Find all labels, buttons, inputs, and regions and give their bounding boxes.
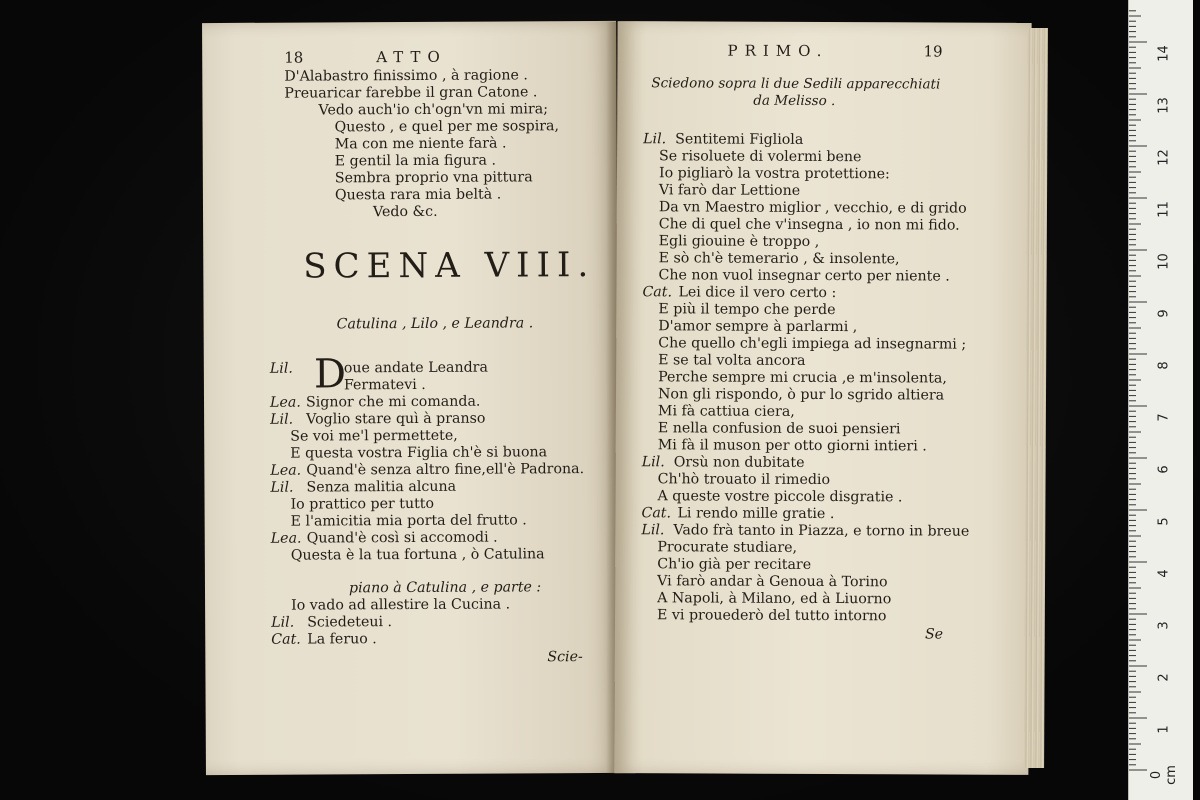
- verse-line: Questo , e quel per me sospira,: [334, 118, 560, 136]
- verse-line: Preuaricar farebbe il gran Catone .: [284, 84, 538, 102]
- dialogue-line: Vi farò andar à Genoua à Torino: [657, 573, 888, 591]
- drop-cap: D: [313, 351, 347, 398]
- ruler-label: 2: [1156, 673, 1172, 682]
- dialogue-line: Non gli rispondo, ò pur lo sgrido altiera: [657, 386, 945, 404]
- ruler-label: 9: [1156, 309, 1172, 318]
- dialogue-line: E più il tempo che perde: [658, 301, 836, 319]
- speaker: Lea.: [269, 394, 301, 411]
- dialogue-line: E questa vostra Figlia ch'è si buona: [290, 444, 548, 462]
- dialogue-line: Da vn Maestro miglior , vecchio, e di grido: [658, 199, 967, 217]
- right-page-number: 19: [923, 42, 943, 61]
- verse-line: Vedo &c.: [372, 203, 438, 221]
- dialogue-line: Sentitemi Figliola: [675, 131, 804, 148]
- left-running-head: ATTO: [376, 47, 447, 67]
- ruler-label: 6: [1156, 465, 1172, 474]
- dialogue-line: D'amor sempre à parlarmi ,: [658, 318, 858, 336]
- dialogue-line: E vi prouederò del tutto intorno: [657, 607, 887, 625]
- dialogue-line: Mi fà cattiua ciera,: [657, 403, 795, 420]
- dialogue-line: Questa è la tua fortuna , ò Catulina: [290, 546, 545, 564]
- ruler-label: 14: [1156, 45, 1172, 62]
- dialogue-line: Quand'è così si accomodi .: [306, 529, 498, 547]
- dialogue-line: Sciedeteui .: [307, 614, 393, 631]
- speaker: Cat.: [642, 284, 673, 301]
- right-running-head: PRIMO.: [727, 41, 829, 61]
- speaker: Lil.: [641, 522, 665, 539]
- ruler-label: 3: [1156, 621, 1172, 630]
- ruler-label: 10: [1156, 253, 1172, 270]
- dialogue-line: oue andate Leandra: [343, 359, 488, 377]
- speaker: Lil.: [270, 411, 294, 428]
- dialogue-line: Fermatevi .: [343, 376, 426, 394]
- ruler-label: 11: [1156, 201, 1172, 218]
- dialogue-line: Che di quel che v'insegna , io non mi fido.: [658, 216, 960, 234]
- ruler-label: 13: [1156, 97, 1172, 114]
- dialogue-line: Che quello ch'egli impiega ad insegnarmi ;: [658, 335, 967, 353]
- dialogue-line: Io vado ad allestire la Cucina .: [291, 596, 511, 614]
- speaker: Cat.: [271, 631, 301, 648]
- ruler-label: 12: [1156, 149, 1172, 166]
- verse-line: Questa rara mia beltà .: [334, 186, 502, 204]
- verse-line: E gentil la mia figura .: [334, 152, 496, 170]
- dialogue-line: Vado frà tanto in Piazza, e torno in breue: [673, 522, 970, 540]
- verse-line: Vedo auch'io ch'ogn'vn mi mira;: [318, 101, 549, 119]
- speaker: Lil.: [271, 614, 295, 631]
- verse-line: Ma con me niente farà .: [334, 135, 507, 153]
- dialogue-line: Se voi me'l permettete,: [290, 427, 458, 445]
- dialogue-line: A Napoli, à Milano, ed à Liuorno: [657, 590, 892, 608]
- dialogue-line: Quand'è senza altro fine,ell'è Padrona.: [306, 461, 585, 479]
- right-page: [614, 21, 1031, 775]
- catchword: Se: [924, 626, 944, 643]
- dialogue-line: Voglio stare quì à pranso: [306, 410, 486, 428]
- measurement-ruler: [1128, 0, 1193, 800]
- dialogue-line: E l'amicitia mia porta del frutto .: [290, 512, 527, 530]
- dialogue-line: Vi farò dar Lettione: [658, 182, 801, 199]
- dialogue-line: Li rendo mille gratie .: [677, 505, 835, 523]
- dialogue-line: A queste vostre piccole disgratie .: [657, 488, 903, 506]
- catchword: Scie-: [547, 649, 583, 666]
- ruler-label: 4: [1156, 569, 1172, 578]
- dialogue-line: Perche sempre mi crucia ,e m'insolenta,: [658, 369, 947, 387]
- dialogue-line: Se risoluete di volermi bene: [659, 148, 862, 166]
- ruler-label: 8: [1156, 361, 1172, 370]
- dialogue-line: E se tal volta ancora: [658, 352, 806, 369]
- ruler-label: 7: [1156, 413, 1172, 422]
- scene-title: SCENA VIII.: [303, 245, 596, 287]
- speaker: Lil.: [269, 360, 293, 377]
- page-edges: [1024, 28, 1048, 768]
- stage-direction: Sciedono sopra li due Sedili apparecchiati: [651, 75, 941, 93]
- speaker: Lil.: [641, 454, 665, 471]
- dialogue-line: Io pigliarò la vostra protettione:: [658, 165, 890, 183]
- dialogue-line: La feruo .: [307, 631, 377, 648]
- scene-characters: Catulina , Lilo , e Leandra .: [336, 315, 534, 333]
- stage-direction: piano à Catulina , e parte :: [348, 579, 542, 597]
- dialogue-line: Egli giouine è troppo ,: [658, 233, 820, 250]
- verse-line: Sembra proprio vna pittura: [334, 169, 533, 187]
- dialogue-line: Io prattico per tutto: [290, 495, 435, 513]
- dialogue-line: E sò ch'è temerario , & insolente,: [658, 250, 900, 268]
- dialogue-line: Senza malitia alcuna: [306, 478, 457, 496]
- dialogue-line: Lei dice il vero certo :: [678, 284, 837, 302]
- ruler-label: 0 cm: [1149, 765, 1179, 785]
- left-page: [202, 21, 620, 775]
- dialogue-line: Procurate studiare,: [657, 539, 798, 556]
- dialogue-line: Che non vuol insegnar certo per niente .: [658, 267, 950, 285]
- speaker: Cat.: [641, 505, 672, 522]
- left-page-number: 18: [284, 48, 304, 67]
- stage-direction: da Melisso .: [753, 92, 836, 110]
- dialogue-line: Ch'io già per recitare: [657, 556, 812, 573]
- dialogue-line: Signor che mi comanda.: [305, 393, 481, 411]
- ruler-label: 1: [1156, 725, 1172, 734]
- speaker: Lea.: [270, 462, 302, 479]
- verse-line: D'Alabastro finissimo , à ragione .: [284, 67, 528, 85]
- ruler-label: 5: [1156, 517, 1172, 526]
- speaker: Lea.: [270, 530, 302, 547]
- speaker: Lil.: [643, 131, 667, 148]
- speaker: Lil.: [270, 479, 294, 496]
- dialogue-line: Ch'hò trouato il rimedio: [657, 471, 831, 489]
- dialogue-line: E nella confusion de suoi pensieri: [657, 420, 901, 438]
- dialogue-line: Orsù non dubitate: [673, 454, 805, 471]
- dialogue-line: Mi fà il muson per otto giorni intieri .: [657, 437, 927, 455]
